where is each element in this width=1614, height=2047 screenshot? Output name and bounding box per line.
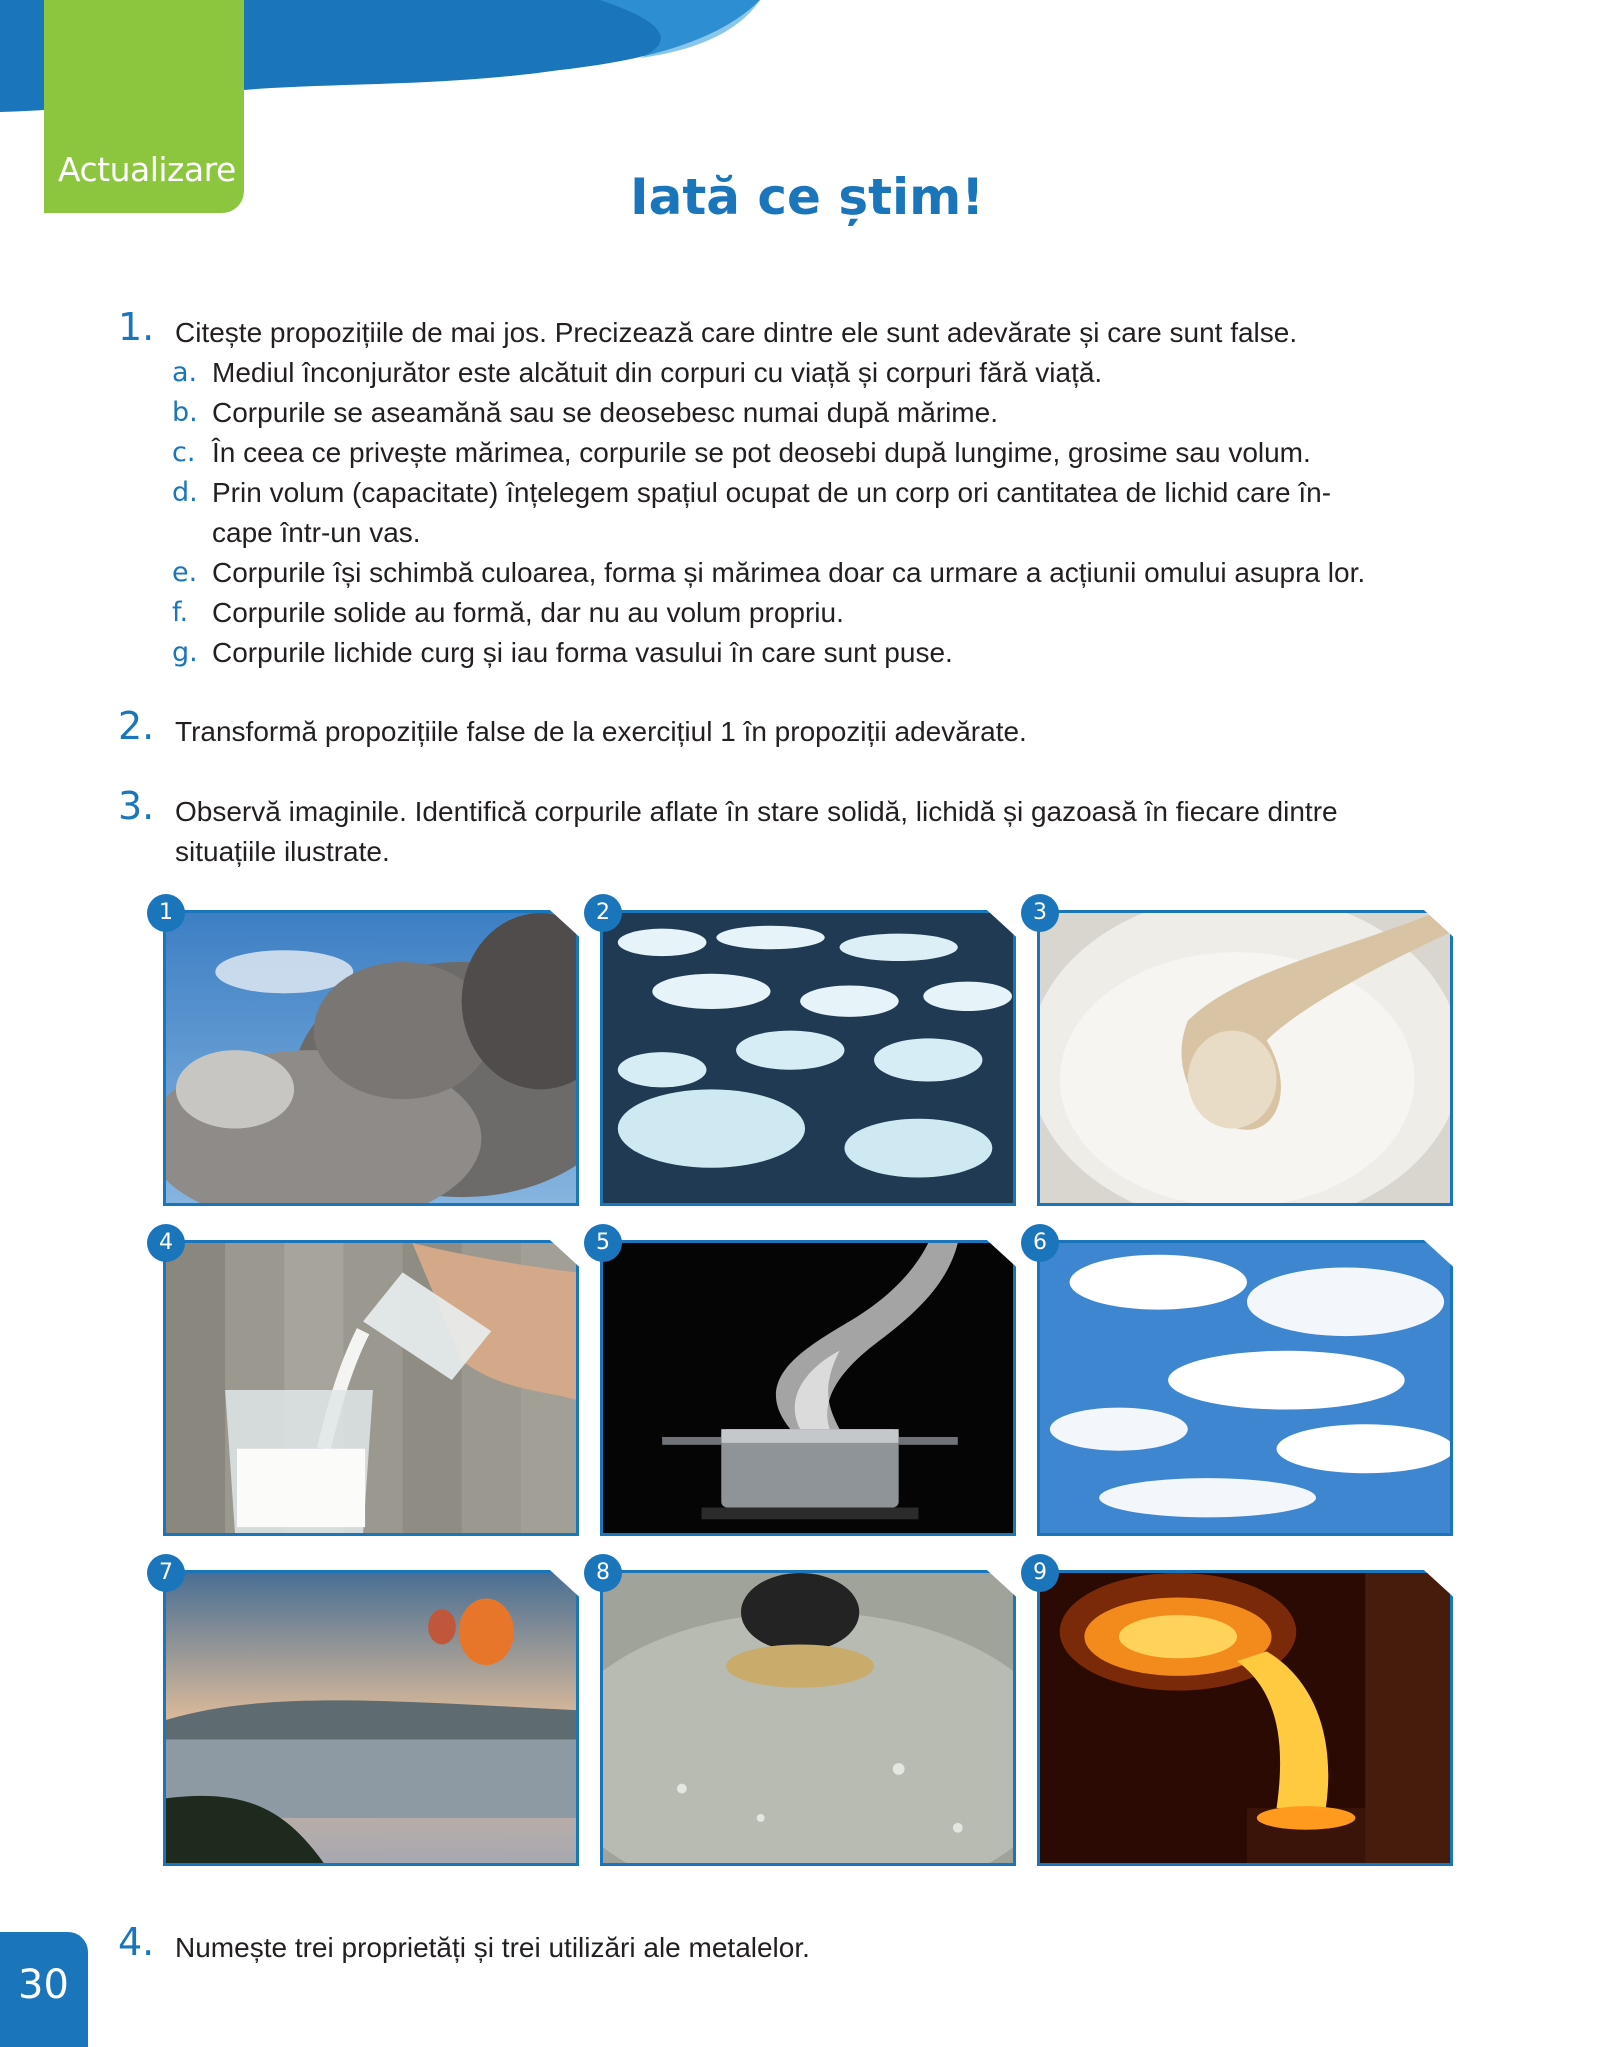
item-letter: b. (172, 397, 198, 428)
exercise-number: 3. (118, 784, 155, 828)
photo-number-badge: 9 (1021, 1554, 1059, 1592)
exercise-number: 2. (118, 704, 155, 748)
photo-number-badge: 2 (584, 894, 622, 932)
exercise-prompt: Citește propozițiile de mai jos. Precizează care dintre ele sunt adevărate și care sunt false. (175, 317, 1298, 348)
exercise-prompt: Transformă propozițiile false de la exercițiul 1 în propoziții adevărate. (175, 716, 1027, 747)
photo-ice-floes (600, 910, 1016, 1206)
exercise-number: 4. (118, 1920, 155, 1964)
photo-9-frame (1033, 1560, 1453, 1866)
item-letter: e. (172, 557, 198, 588)
photo-number-badge: 5 (584, 1224, 622, 1262)
photo-4-frame (159, 1230, 579, 1536)
photo-number-badge: 6 (1021, 1224, 1059, 1262)
exercise-prompt: Numește trei proprietăți și trei utilizări ale metalelor. (175, 1932, 810, 1963)
photo-5-frame (596, 1230, 1016, 1536)
photo-number-badge: 7 (147, 1554, 185, 1592)
item-text: În ceea ce privește mărimea, corpurile se pot deosebi după lungime, grosime sau volum. (212, 437, 1311, 468)
page-number: 30 (18, 1962, 69, 2008)
photo-8-frame (596, 1560, 1016, 1866)
item-text: Corpurile lichide curg și iau forma vasului în care sunt puse. (212, 637, 953, 668)
photo-steaming-pot (600, 1240, 1016, 1536)
photo-2-frame (596, 900, 1016, 1206)
photo-7-frame (159, 1560, 579, 1866)
photo-molten-metal (1037, 1570, 1453, 1866)
item-letter: g. (172, 637, 198, 668)
exercise-number: 1. (118, 305, 155, 349)
page-number-box (0, 1932, 88, 2047)
item-text: Corpurile solide au formă, dar nu au volum propriu. (212, 597, 844, 628)
photo-number-badge: 4 (147, 1224, 185, 1262)
photo-powder-spoon (1037, 910, 1453, 1206)
photo-pouring-milk (163, 1240, 579, 1536)
item-text: Mediul înconjurător este alcătuit din corpuri cu viață și corpuri fără viață. (212, 357, 1103, 388)
photo-number-badge: 8 (584, 1554, 622, 1592)
item-text: Prin volum (capacitate) înțelegem spațiul ocupat de un corp ori cantitatea de lichid care în- (212, 477, 1332, 508)
section-label: Actualizare (58, 150, 236, 189)
photo-balloons-lake (163, 1570, 579, 1866)
photo-1-frame (159, 900, 579, 1206)
exercise-prompt-line2: situațiile ilustrate. (175, 836, 390, 867)
photo-number-badge: 1 (147, 894, 185, 932)
item-letter: c. (172, 437, 196, 468)
photo-smoke-clouds (163, 910, 579, 1206)
photo-pot-lid-condensation (600, 1570, 1016, 1866)
page-title: Iată ce știm! (629, 168, 985, 226)
item-letter: f. (172, 597, 189, 628)
item-text-continuation: cape într-un vas. (212, 517, 421, 548)
exercise-prompt: Observă imaginile. Identifică corpurile aflate în stare solidă, lichidă și gazoasă în fiecare dintre (175, 796, 1338, 827)
item-letter: a. (172, 357, 198, 388)
item-letter: d. (172, 477, 198, 508)
photo-3-frame (1033, 900, 1453, 1206)
photo-number-badge: 3 (1021, 894, 1059, 932)
item-text: Corpurile se aseamănă sau se deosebesc numai după mărime. (212, 397, 998, 428)
photo-6-frame (1033, 1230, 1453, 1536)
photo-sky-clouds (1037, 1240, 1453, 1536)
item-text: Corpurile își schimbă culoarea, forma și mărimea doar ca urmare a acțiunii omului asupra lor. (212, 557, 1366, 588)
